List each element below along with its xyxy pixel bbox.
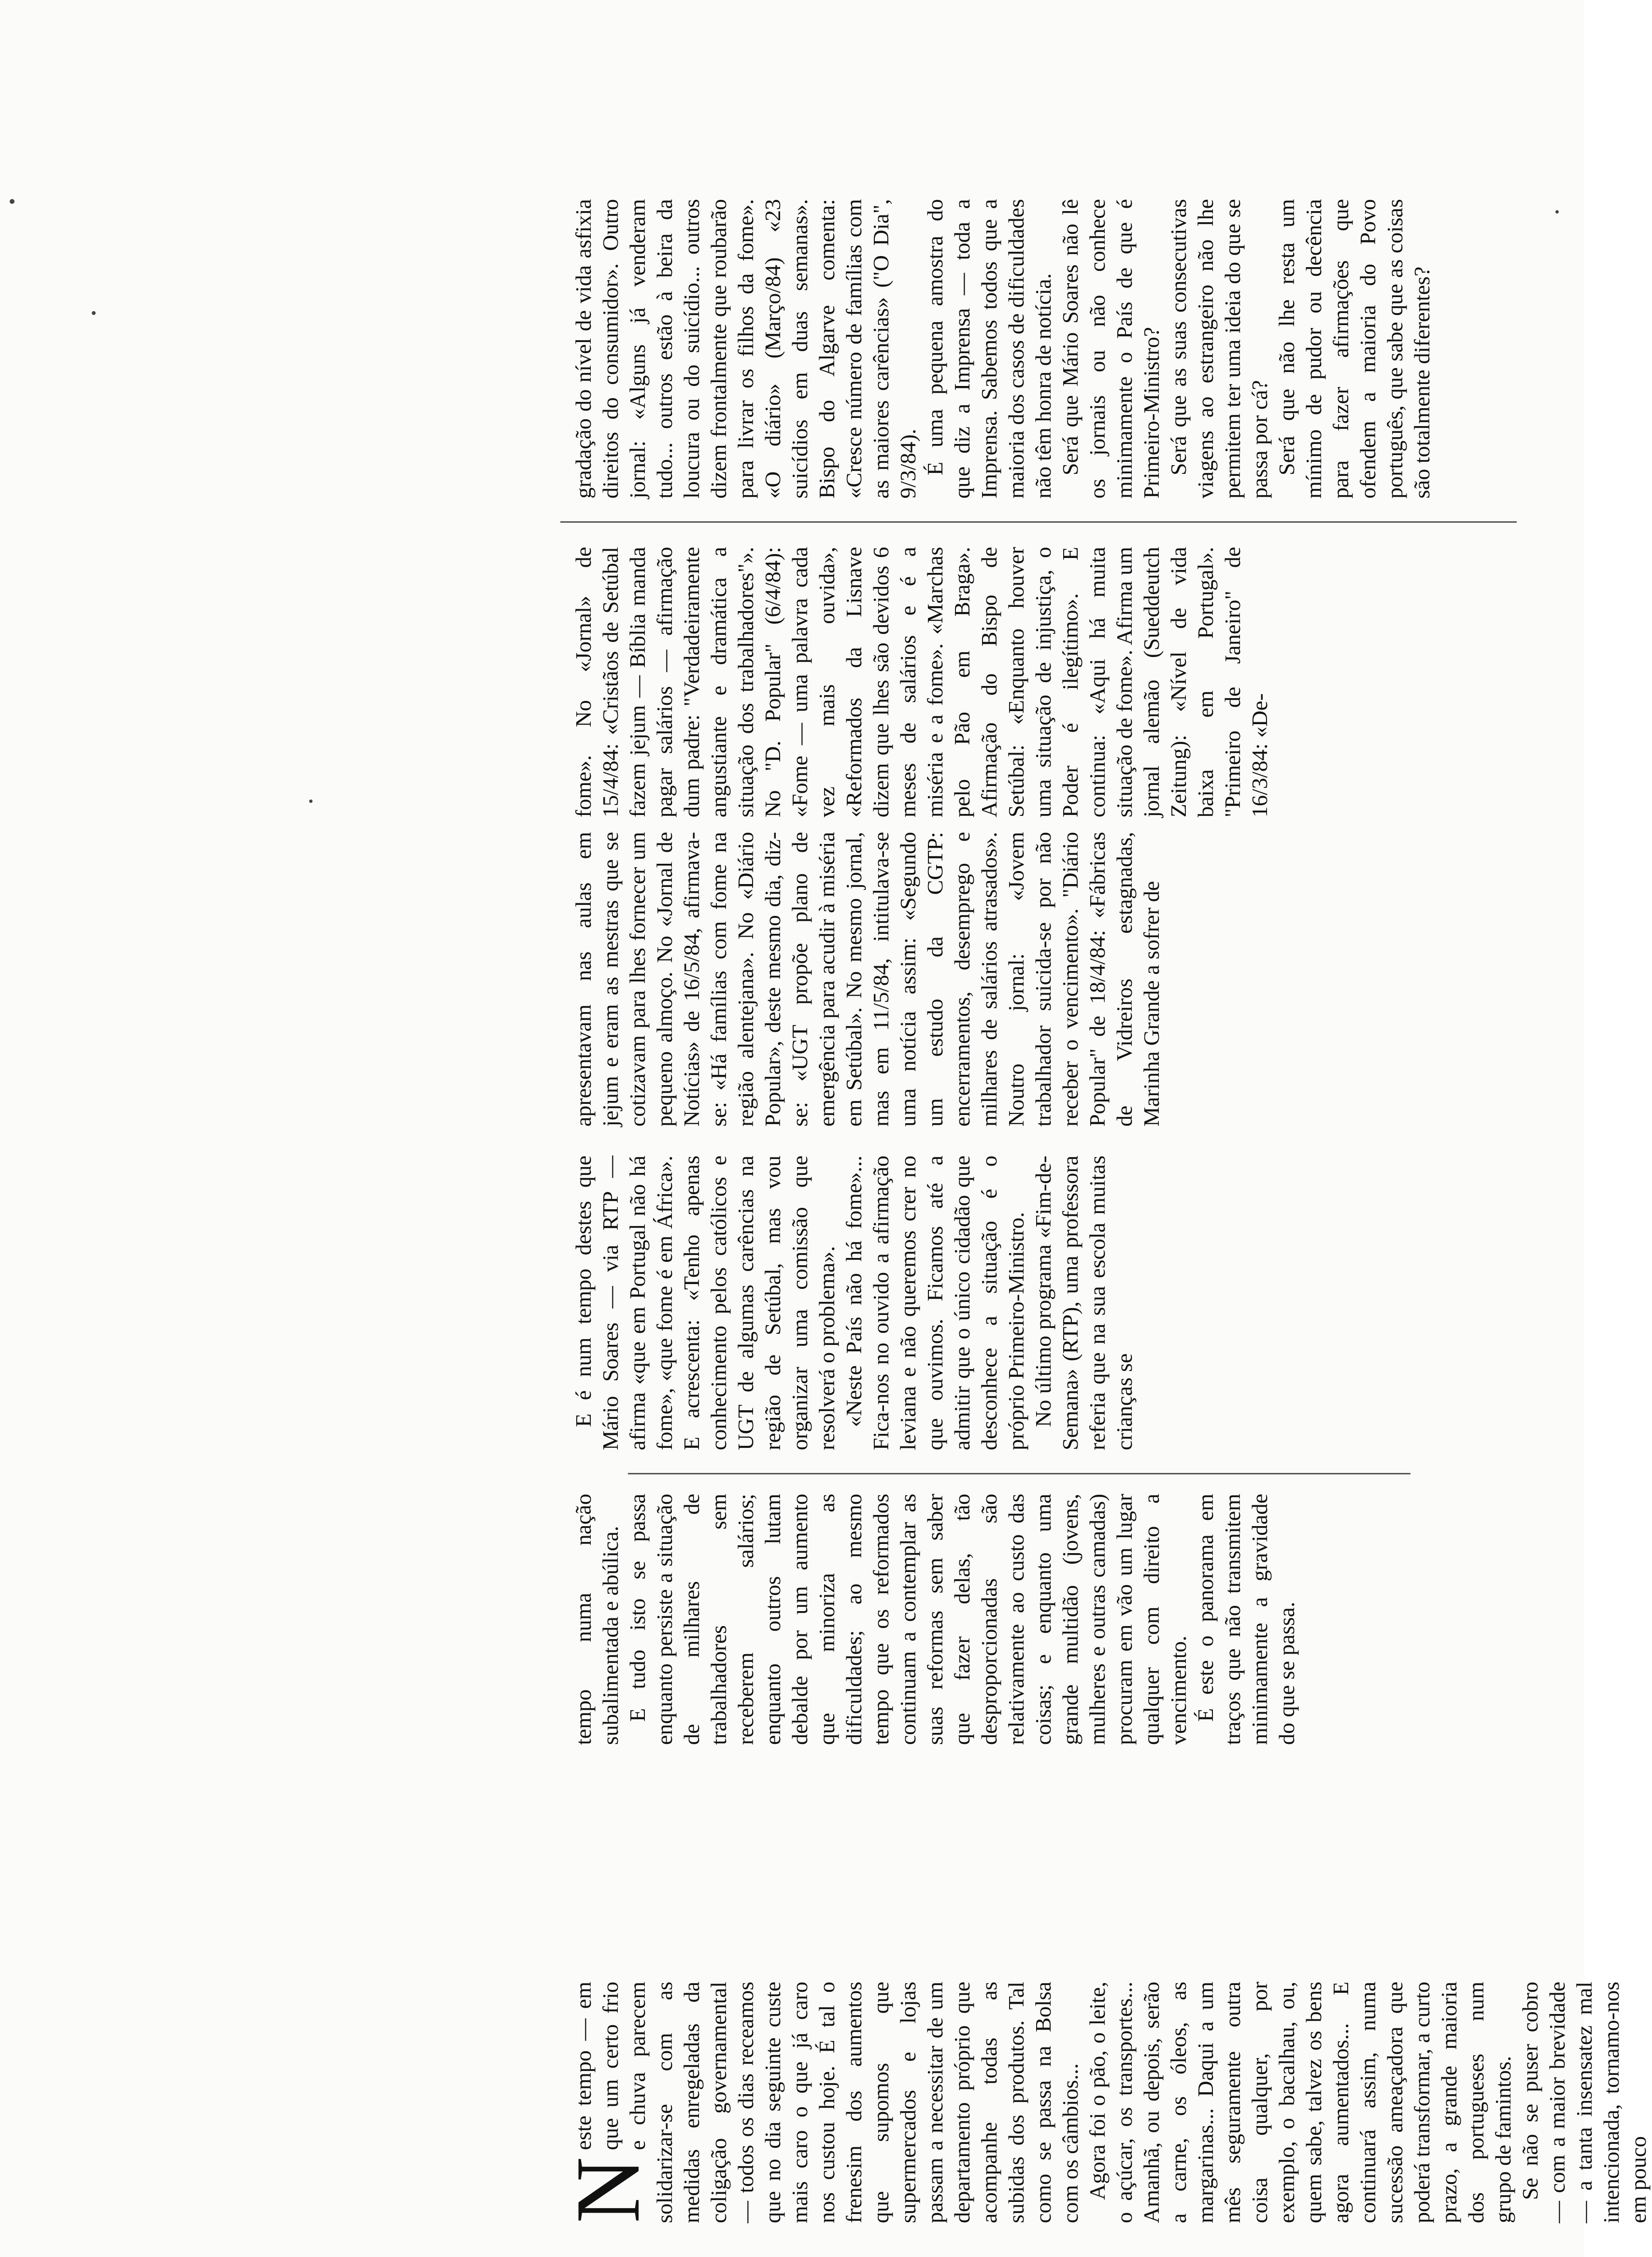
paragraph: apresentavam nas aulas em jejum e eram as mestras que se cotizavam para lhes fornecer um pequeno almoço. No «Jornal de Notícias» de 16/5/84, afirmava-se: «Há famílias com fome na região alentejana». No «Diário Popular», deste mesmo dia, diz-se: «UGT propõe plano de emergência para acudir à miséria em Setúbal». No mesmo jornal, mas em 11/5/84, intitulava-se uma notícia assim: «Segundo um estudo da CGTP: encerramentos, desemprego e milhares de salários atrasados». Noutro jornal: «Jovem trabalhador suicida-se por não receber o vencimento». "Diário Popular" de 18/4/84: «Fábricas de Vidreiros estagnadas, Marinha Grande a sofrer de [571,832,1164,1127]
paragraph: Será que as suas consecutivas viagens ao estrangeiro não lhe permitem ter uma ideia do que se passa por cá? [1166,199,1272,499]
article-column-3 [570,1156,1517,1450]
paragraph: Agora foi o pão, o leite, o açúcar, os transportes... Amanhã, ou depois, serão a carne, os óleos, as margarinas... Daqui a um mês seguramente outra coisa qualquer, por exemplo, o bacalhau, ou, quem sabe, talvez os bens agora aumentados... E continuará assim, numa sucessão ameaçadora que poderá transformar, a curto prazo, a grande maioria dos portugueses num grupo de famintos. [1085,1982,1515,2223]
column-divider [628,1473,1410,1474]
scan-speck [309,800,313,803]
article-column-2 [570,1494,1517,1745]
paragraph: tempo numa nação subalimentada e abúlica. [571,1494,623,1745]
scan-speck [1555,210,1559,214]
paragraph: E é num tempo destes que Mário Soares — via RTP — afirma «que em Portugal não há fome», «que fome é em África». E acrescenta: «Tenho apenas conhecimento pelos católicos e UGT de algumas carências na região de Setúbal, mas vou organizar uma comissão que resolverá o problema». [571,1156,839,1450]
paragraph: este tempo — em que um certo frio e chuva parecem solidarizar-se com as medidas enregeladas da coligação governamental — todos os dias receamos que no dia seguinte custe mais caro o que já caro nos custou hoje. É tal o frenesim dos aumentos que supomos que supermercados e lojas passam a necessitar de um departamento próprio que acompanhe todas as subidas dos produtos. Tal como se passa na Bolsa com os câmbios... [571,1982,1082,2223]
paragraph: fome». No «Jornal» de 15/4/84: «Cristãos de Setúbal fazem jejum — Bíblia manda pagar salários — afirmação dum padre: "Verdadeiramente angustiante e dramática a situação dos trabalhadores"». No "D. Popular" (6/4/84): «Fome — uma palavra cada vez mais ouvida», «Reformados da Lisnave dizem que lhes são devidos 6 meses de salários e é a miséria e a fome». «Marchas pelo Pão em Braga». Afirmação do Bispo de Setúbal: «Enquanto houver uma situação de injustiça, o Poder é ilegítimo». E continua: «Aqui há muita situação de fome». Afirma um jornal alemão (Sueddeutch Zeitung): «Nível de vida baixa em Portugal». "Primeiro de Janeiro" de 16/3/84: «De- [571,547,1272,817]
paragraph: gradação do nível de vida asfixia direitos do consumidor». Outro jornal: «Alguns já venderam tudo... outros estão à beira da loucura ou do suicídio... outros dizem frontalmente que roubarão para livrar os filhos da fome». «O diário» (Março/84) «23 suicídios em duas semanas». Bispo do Algarve comenta: «Cresce número de famílias com as maiores carências» ("O Dia", 9/3/84). [571,199,920,499]
paragraph: No último programa «Fim-de-Semana» (RTP), uma professora referia que na sua escola muitas crianças se [1031,1156,1137,1450]
paragraph: É uma pequena amostra do que diz a Imprensa — toda a Imprensa. Sabemos todos que a maioria dos casos de dificuldades não têm honra de notícia. [923,199,1055,499]
paragraph: Será que não lhe resta um mínimo de pudor ou decência para fazer afirmações que ofendem a maioria do Povo português, que sabe que as coisas são totalmente diferentes? [1274,199,1434,499]
paragraph: É este o panorama em traços que não transmitem minimamente a gravidade do que se passa. [1193,1494,1299,1745]
scan-speck [10,199,14,204]
scan-speck [92,311,96,315]
clipping-edge-line [560,521,1517,523]
article-column-1 [557,1982,1651,2223]
article-column-6 [570,199,1541,499]
drop-cap: N [557,2157,659,2223]
paragraph: Se não se puser cobro — com a maior brevidade — a tanta insensatez mal intencionada, tornamo-nos em pouco [1518,1982,1651,2223]
article-column-4 [570,832,1517,1127]
article-column-5 [570,547,1517,817]
paragraph: Será que Mário Soares não lê os jornais ou não conhece minimamente o País de que é Primeiro-Ministro? [1058,199,1164,499]
paragraph: E tudo isto se passa enquanto persiste a situação de milhares de trabalhadores sem receberem salários; enquanto outros lutam debalde por um aumento que minoriza as dificuldades; ao mesmo tempo que os reformados continuam a contemplar as suas reformas sem saber que fazer delas, tão desproporcionadas são relativamente ao custo das coisas; e enquanto uma grande multidão (jovens, mulheres e outras camadas) procuram em vão um lugar qualquer com direito a vencimento. [625,1494,1191,1745]
paragraph: «Neste País não há fome»... Fica-nos no ouvido a afirmação leviana e não queremos crer no que ouvimos. Ficamos até a admitir que o único cidadão que desconhece a situação é o próprio Primeiro-Ministro. [841,1156,1028,1450]
